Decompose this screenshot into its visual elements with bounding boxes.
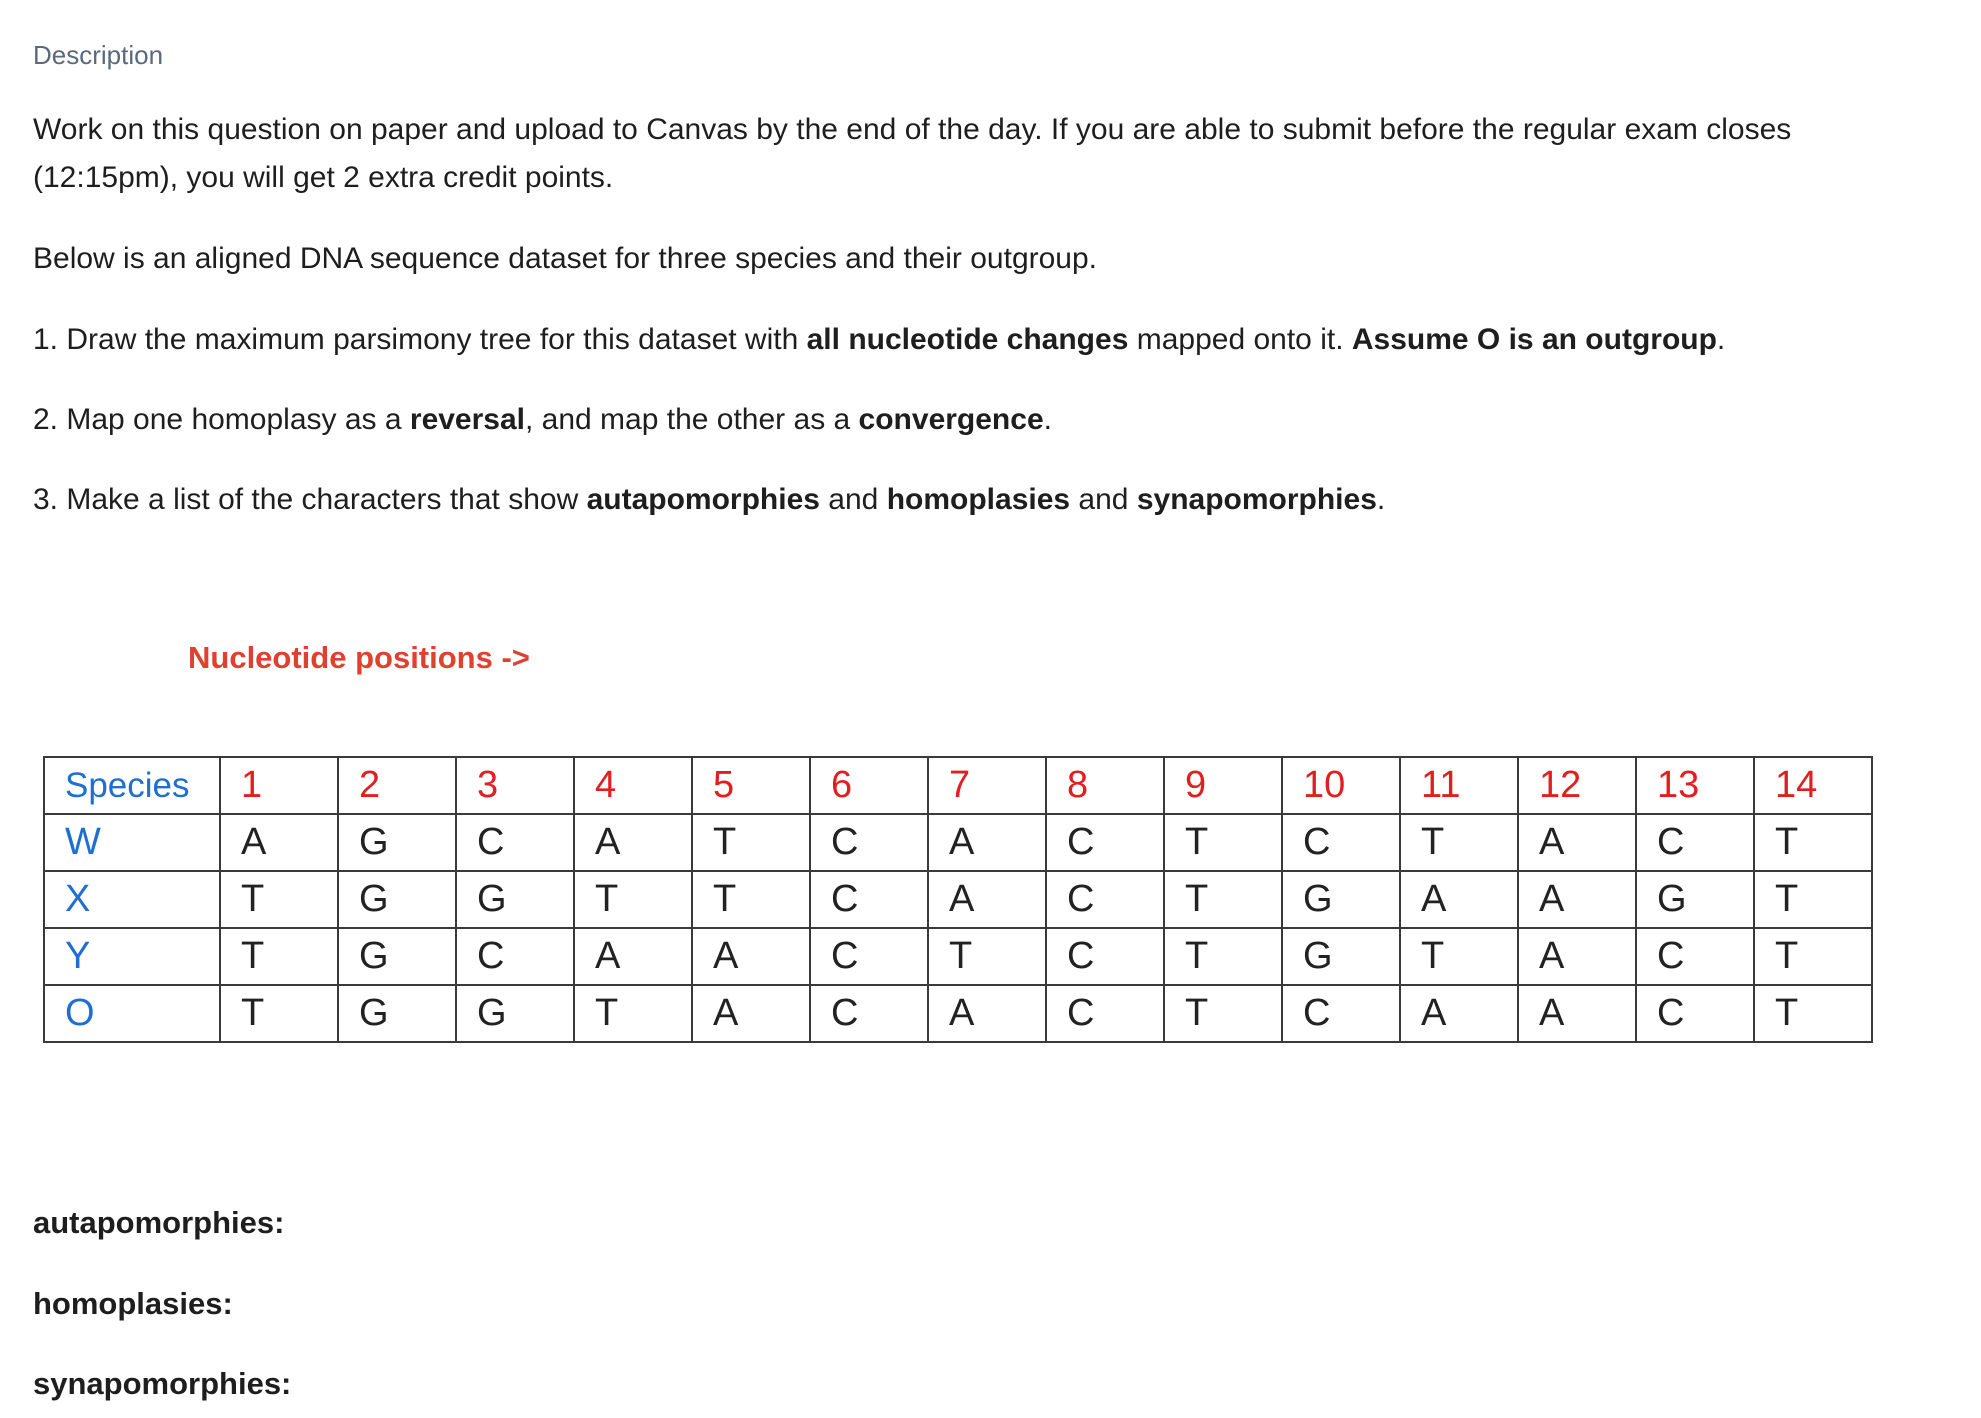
nucleotide-cell: A <box>1518 985 1636 1042</box>
position-header: 1 <box>220 757 338 814</box>
q2-text-pre: 2. Map one homoplasy as a <box>33 403 410 436</box>
nucleotide-cell: A <box>928 871 1046 928</box>
table-row <box>44 871 1872 928</box>
nucleotide-cell: C <box>1282 985 1400 1042</box>
nucleotide-cell: C <box>1282 814 1400 871</box>
position-header: 2 <box>338 757 456 814</box>
nucleotide-cell: A <box>574 814 692 871</box>
nucleotide-cell: C <box>1636 985 1754 1042</box>
nucleotide-cell: T <box>220 871 338 928</box>
question-3 <box>33 476 1933 524</box>
nucleotide-cell: G <box>338 985 456 1042</box>
position-header: 3 <box>456 757 574 814</box>
dna-sequence-table <box>43 756 1873 1043</box>
nucleotide-cell: A <box>1400 871 1518 928</box>
position-header: 9 <box>1164 757 1282 814</box>
q3-text-mid1: and <box>819 483 887 516</box>
nucleotide-cell: C <box>810 928 928 985</box>
q1-text-pre: 1. Draw the maximum parsimony tree for this dataset with <box>33 323 807 356</box>
position-header: 5 <box>692 757 810 814</box>
nucleotide-cell: T <box>1164 871 1282 928</box>
position-header: 8 <box>1046 757 1164 814</box>
question-1 <box>33 316 1933 364</box>
nucleotide-cell: A <box>692 928 810 985</box>
nucleotide-cell: T <box>928 928 1046 985</box>
q3-bold-synapomorphies: synapomorphies <box>1136 483 1377 516</box>
nucleotide-cell: A <box>220 814 338 871</box>
nucleotide-cell: G <box>338 814 456 871</box>
q2-bold-reversal: reversal <box>409 403 525 436</box>
nucleotide-cell: A <box>1518 928 1636 985</box>
nucleotide-cell: T <box>1754 985 1872 1042</box>
nucleotide-cell: T <box>1400 928 1518 985</box>
nucleotide-cell: C <box>1046 928 1164 985</box>
nucleotide-cell: T <box>1754 814 1872 871</box>
nucleotide-cell: G <box>456 871 574 928</box>
nucleotide-cell: A <box>1518 814 1636 871</box>
nucleotide-cell: T <box>1400 814 1518 871</box>
nucleotide-cell: T <box>220 928 338 985</box>
intro-paragraph: Work on this question on paper and upload to Canvas by the end of the day. If you are able to submit before the regular exam closes (12:15pm), you will get 2 extra credit points. <box>33 113 1792 194</box>
position-header: 6 <box>810 757 928 814</box>
nucleotide-cell: C <box>456 928 574 985</box>
table-body <box>44 814 1872 1042</box>
nucleotide-cell: C <box>1046 871 1164 928</box>
nucleotide-cell: T <box>692 871 810 928</box>
position-header: 14 <box>1754 757 1872 814</box>
nucleotide-cell: G <box>338 871 456 928</box>
nucleotide-cell: T <box>1164 928 1282 985</box>
nucleotide-cell: T <box>574 985 692 1042</box>
position-header: 4 <box>574 757 692 814</box>
q3-text-mid2: and <box>1070 483 1137 516</box>
nucleotide-cell: A <box>928 814 1046 871</box>
nucleotide-cell: T <box>1164 814 1282 871</box>
table-row <box>44 985 1872 1042</box>
nucleotide-cell: C <box>810 985 928 1042</box>
nucleotide-cell: T <box>574 871 692 928</box>
q3-text-post: . <box>1376 483 1386 516</box>
homoplasies-label: homoplasies: <box>33 1286 233 1321</box>
q1-text-mid: mapped onto it. <box>1128 323 1352 356</box>
q1-bold-changes: all nucleotide changes <box>806 323 1129 356</box>
nucleotide-cell: A <box>1400 985 1518 1042</box>
table-row <box>44 928 1872 985</box>
nucleotide-cell: C <box>810 871 928 928</box>
q2-text-post: . <box>1043 403 1052 436</box>
description-label: Description <box>33 40 164 70</box>
q1-bold-outgroup: Assume O is an outgroup <box>1351 323 1717 356</box>
nucleotide-cell: T <box>1754 871 1872 928</box>
nucleotide-cell: A <box>574 928 692 985</box>
q3-bold-homoplasies: homoplasies <box>886 483 1071 516</box>
nucleotide-cell: T <box>1754 928 1872 985</box>
nucleotide-cell: C <box>456 814 574 871</box>
species-cell: Y <box>44 928 220 985</box>
nucleotide-cell: C <box>1636 928 1754 985</box>
nucleotide-cell: T <box>1164 985 1282 1042</box>
nucleotide-cell: A <box>928 985 1046 1042</box>
q2-bold-convergence: convergence <box>858 403 1044 436</box>
nucleotide-cell: C <box>1046 985 1164 1042</box>
position-header: 13 <box>1636 757 1754 814</box>
nucleotide-cell: C <box>1046 814 1164 871</box>
species-cell: X <box>44 871 220 928</box>
q3-bold-autapomorphies: autapomorphies <box>586 483 820 516</box>
q1-text-post: . <box>1716 323 1726 356</box>
table-row <box>44 814 1872 871</box>
question-2 <box>33 396 1933 444</box>
nucleotide-cell: A <box>1518 871 1636 928</box>
autapomorphies-label: autapomorphies: <box>33 1205 285 1240</box>
species-column-header: Species <box>44 757 220 814</box>
position-header: 11 <box>1400 757 1518 814</box>
table-header-row <box>44 757 1872 814</box>
position-header: 7 <box>928 757 1046 814</box>
species-cell: O <box>44 985 220 1042</box>
position-header: 12 <box>1518 757 1636 814</box>
species-cell: W <box>44 814 220 871</box>
nucleotide-cell: G <box>456 985 574 1042</box>
q3-text-pre: 3. Make a list of the characters that show <box>33 483 587 516</box>
nucleotide-cell: T <box>220 985 338 1042</box>
nucleotide-cell: G <box>338 928 456 985</box>
nucleotide-cell: T <box>692 814 810 871</box>
nucleotide-positions-label: Nucleotide positions -> <box>188 640 530 675</box>
nucleotide-cell: C <box>1636 814 1754 871</box>
nucleotide-cell: G <box>1282 928 1400 985</box>
nucleotide-cell: G <box>1282 871 1400 928</box>
position-header: 10 <box>1282 757 1400 814</box>
nucleotide-cell: G <box>1636 871 1754 928</box>
dataset-intro-paragraph: Below is an aligned DNA sequence dataset for three species and their outgroup. <box>33 242 1098 275</box>
nucleotide-cell: C <box>810 814 928 871</box>
q2-text-mid: , and map the other as a <box>525 403 859 436</box>
synapomorphies-label: synapomorphies: <box>33 1366 292 1401</box>
nucleotide-cell: A <box>692 985 810 1042</box>
